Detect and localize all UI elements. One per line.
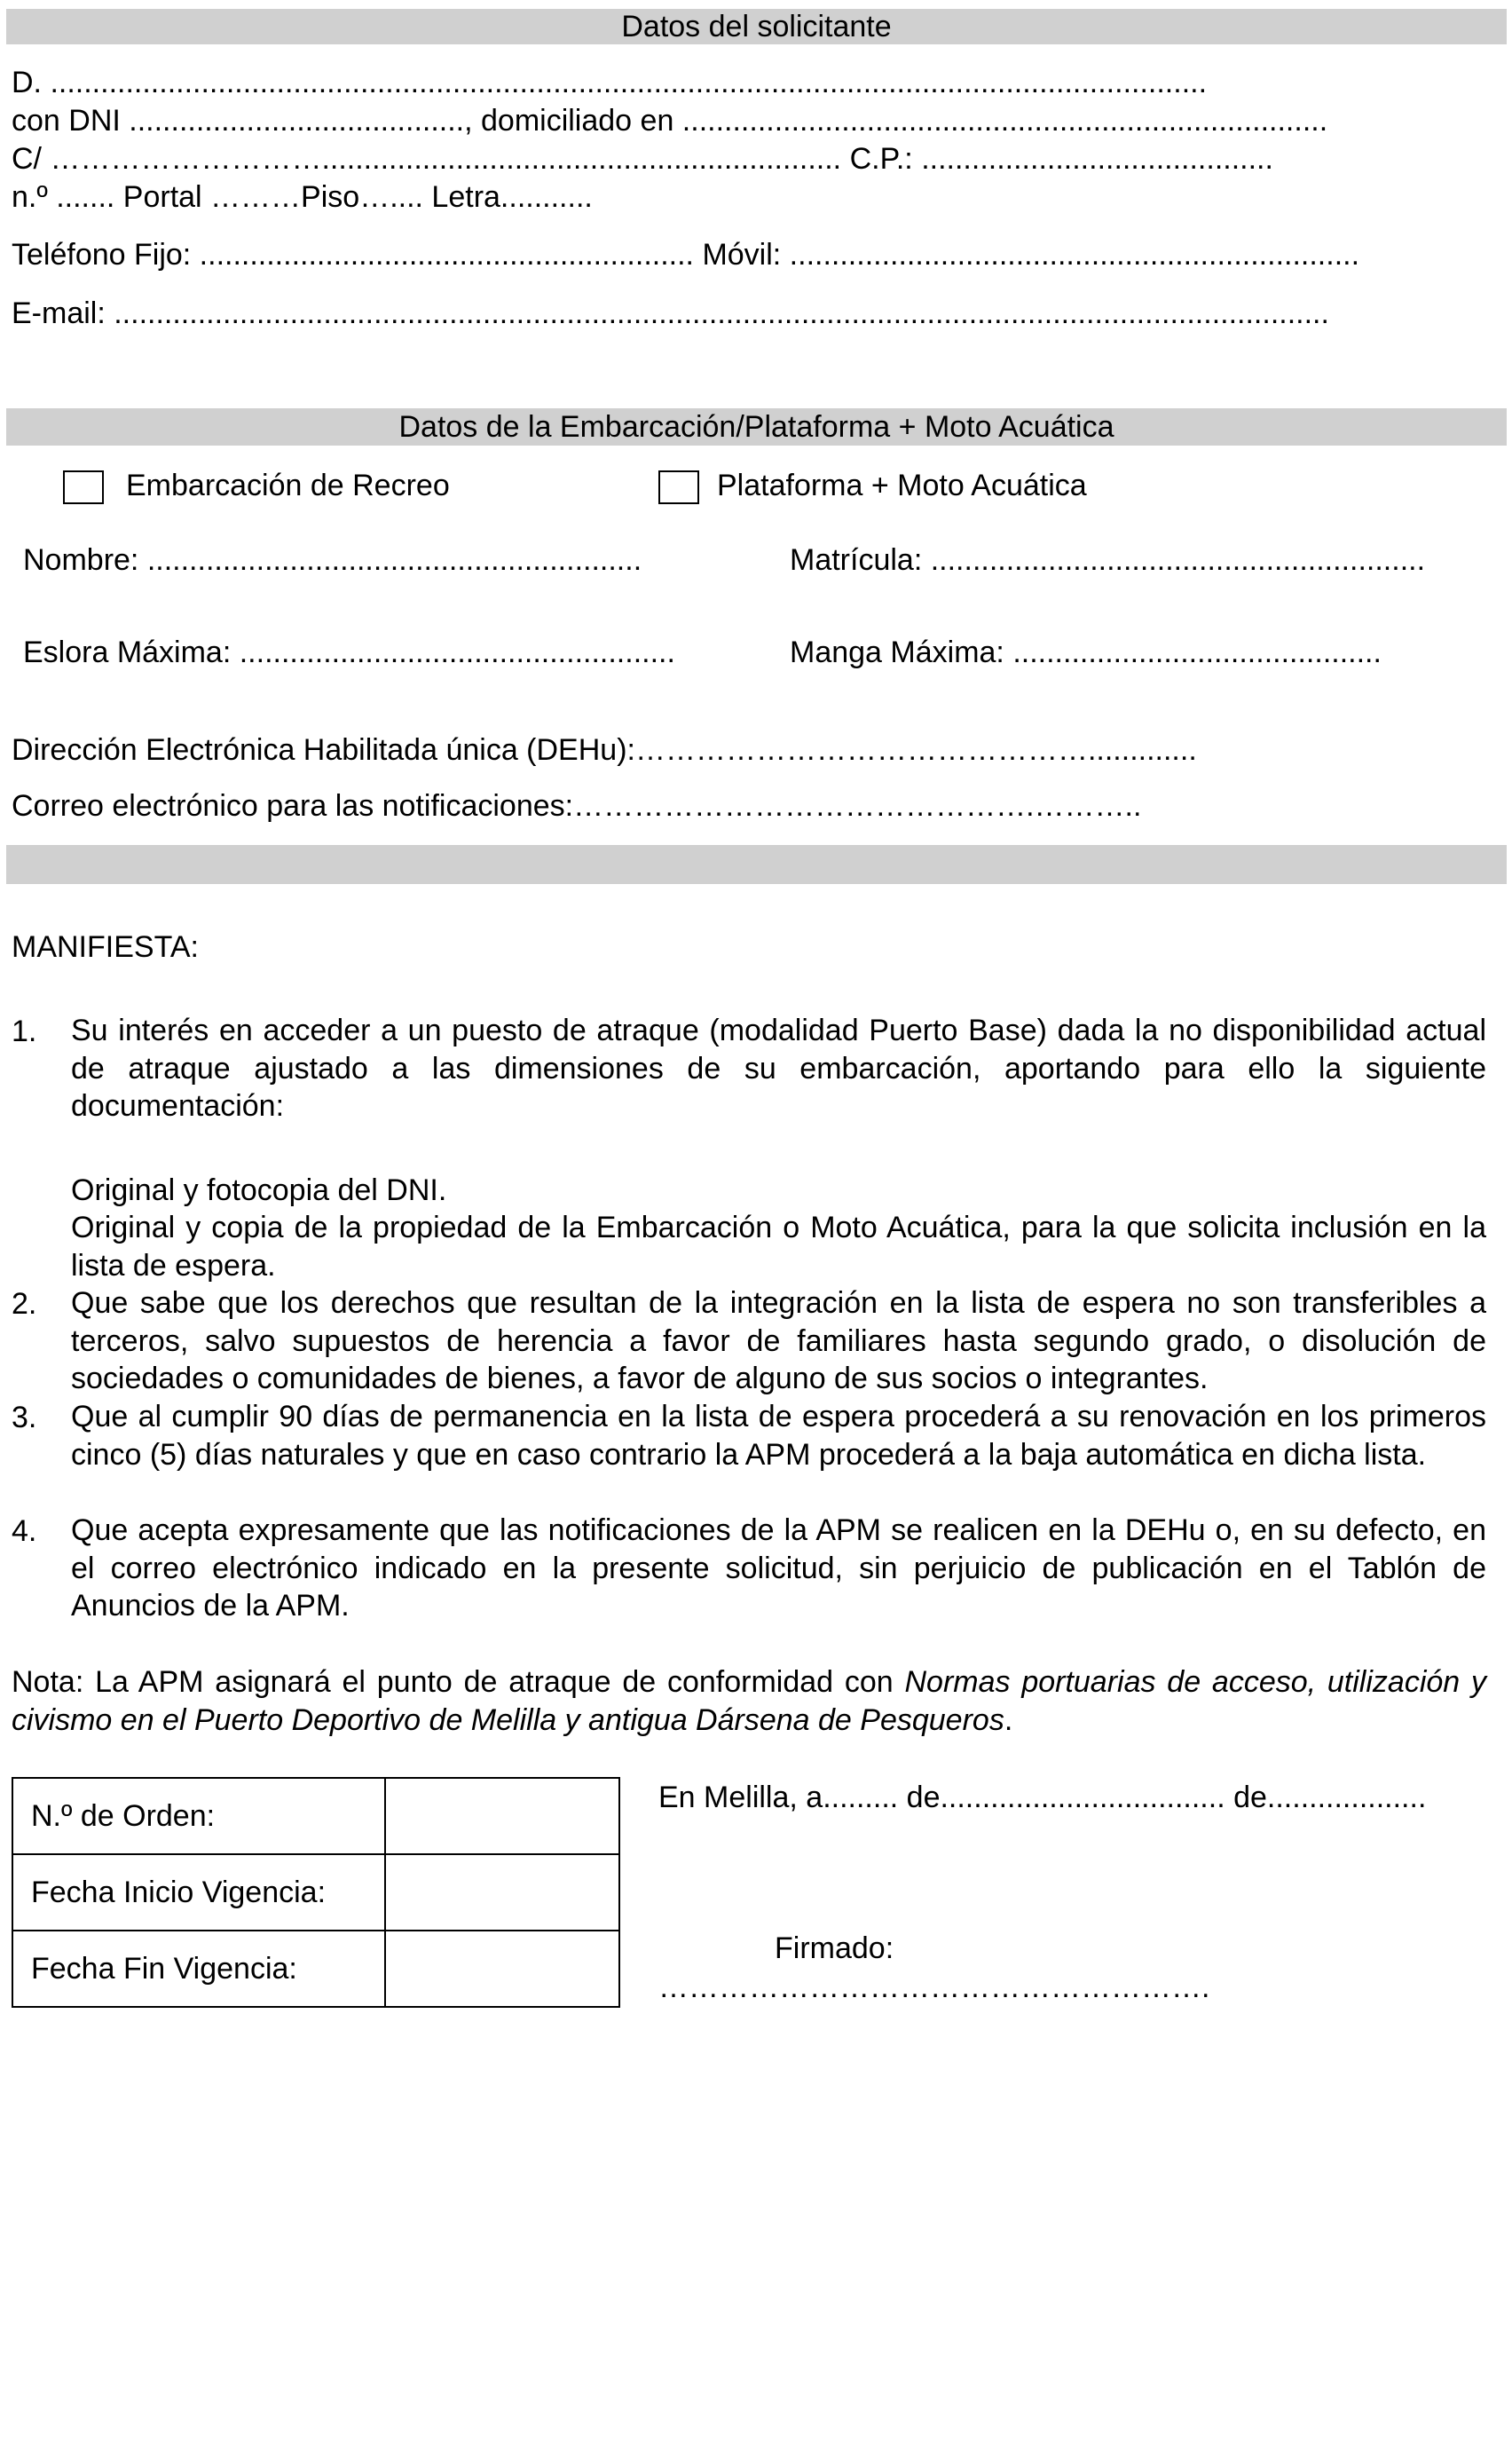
place-date-line[interactable]: En Melilla, a......... de.................................. de...................	[658, 1781, 1427, 1814]
notification-email-field[interactable]: Correo electrónico para las notificaciones:……………………………………….………..	[12, 789, 1142, 823]
applicant-name-line[interactable]: D. ..........................................................................................................................................	[12, 66, 1208, 99]
applicant-phone-line[interactable]: Teléfono Fijo: ........................................................... Móvil: ....................................................................	[12, 238, 1360, 272]
nota-prefix: Nota: La APM asignará el punto de atraque de conformidad con	[12, 1665, 905, 1699]
item-3-text: Que al cumplir 90 días de permanencia en la lista de espera procederá a su renovación en los primeros cinco (5) días naturales y que en caso contrario la APM procederá a la baja automática en dicha lista.	[71, 1400, 1486, 1472]
section-divider-bar	[6, 845, 1507, 884]
applicant-header: Datos del solicitante	[621, 10, 892, 43]
applicant-number-line[interactable]: n.º ....... Portal ………Piso….... Letra...........	[12, 180, 593, 214]
nota-italic: Normas portuarias de acceso, utilización y civismo en el Puerto Deportivo de Melilla y antigua Dársena de Pesqueros	[12, 1665, 1486, 1737]
nota-paragraph	[12, 1663, 1486, 1739]
table-row	[12, 1778, 619, 1854]
item-2-number: 2.	[12, 1287, 37, 1321]
manifiesta-title: MANIFIESTA:	[12, 930, 199, 964]
nota-suffix: .	[1004, 1702, 1013, 1737]
item-3-number: 3.	[12, 1401, 37, 1434]
recreo-checkbox[interactable]	[63, 470, 104, 504]
vessel-eslora-field[interactable]: Eslora Máxima: ....................................................	[23, 636, 675, 669]
item-1-number: 1.	[12, 1015, 37, 1048]
applicant-header-bar	[6, 9, 1507, 44]
signature-line[interactable]: ……………………………………………….	[658, 1970, 1210, 2004]
applicant-street-line[interactable]: C/ ……………………….............................................................. C.P.: ..........................................	[12, 142, 1273, 176]
vessel-header: Datos de la Embarcación/Plataforma + Moto Acuática	[398, 410, 1114, 444]
applicant-dni-address-line[interactable]: con DNI ........................................, domiciliado en .............................................................................	[12, 104, 1328, 138]
plataforma-checkbox[interactable]	[658, 470, 699, 504]
signed-label: Firmado:	[775, 1931, 894, 1965]
office-use-table	[12, 1777, 620, 2008]
item-2-text: Que sabe que los derechos que resultan de la integración en la lista de espera no son transferibles a terceros, salvo supuestos de herencia a favor de familiares hasta segundo grado, o disolución de sociedades o comunidades de bienes, a favor de alguno de sus socios o integrantes.	[71, 1286, 1486, 1395]
orden-value-cell[interactable]	[385, 1778, 619, 1854]
vessel-matricula-field[interactable]: Matrícula: ...........................................................	[790, 543, 1426, 577]
doc-2-text: Original y copia de la propiedad de la Embarcación o Moto Acuática, para la que solicita inclusión en la lista de espera.	[71, 1211, 1486, 1283]
table-row	[12, 1854, 619, 1931]
doc-1-text: Original y fotocopia del DNI.	[71, 1173, 447, 1207]
dehu-field[interactable]: Dirección Electrónica Habilitada única (DEHu):……………………………………….............	[12, 733, 1197, 767]
table-row	[12, 1931, 619, 2007]
item-1-text: Su interés en acceder a un puesto de atraque (modalidad Puerto Base) dada la no disponibilidad actual de atraque ajustado a las dimensiones de su embarcación, aportando para ello la siguiente documentación:	[71, 1014, 1486, 1123]
fin-vigencia-value-cell[interactable]	[385, 1931, 619, 2007]
vessel-header-bar	[6, 408, 1507, 446]
recreo-label: Embarcación de Recreo	[126, 469, 450, 502]
plataforma-label: Plataforma + Moto Acuática	[717, 469, 1087, 502]
orden-label: N.º de Orden:	[12, 1778, 385, 1854]
vessel-manga-field[interactable]: Manga Máxima: ............................................	[790, 636, 1382, 669]
fin-vigencia-label: Fecha Fin Vigencia:	[12, 1931, 385, 2007]
applicant-email-line[interactable]: E-mail: .................................................................................................................................................	[12, 296, 1329, 330]
inicio-vigencia-value-cell[interactable]	[385, 1854, 619, 1931]
item-4-text: Que acepta expresamente que las notificaciones de la APM se realicen en la DEHu o, en su defecto, en el correo electrónico indicado en la presente solicitud, sin perjuicio de publicación en el Tablón de Anuncios de la APM.	[71, 1513, 1486, 1623]
item-4-number: 4.	[12, 1514, 37, 1548]
inicio-vigencia-label: Fecha Inicio Vigencia:	[12, 1854, 385, 1931]
vessel-nombre-field[interactable]: Nombre: ...........................................................	[23, 543, 642, 577]
